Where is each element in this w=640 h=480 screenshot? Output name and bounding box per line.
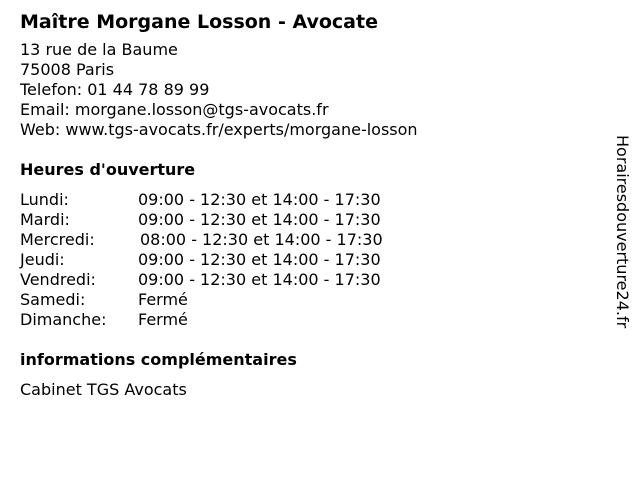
hours-day-label: Jeudi: [20,250,65,269]
web-line: Web: www.tgs-avocats.fr/experts/morgane-losson [20,120,418,139]
hours-time-value: 09:00 - 12:30 et 14:00 - 17:30 [138,250,381,269]
hours-time-value: 09:00 - 12:30 et 14:00 - 17:30 [138,210,381,229]
hours-day-label: Lundi: [20,190,69,209]
page-title: Maître Morgane Losson - Avocate [20,11,378,33]
hours-time-value: Fermé [138,290,188,309]
hours-row-monday [20,190,600,210]
info-text: Cabinet TGS Avocats [20,380,187,399]
hours-time-value: Fermé [138,310,188,329]
hours-row-sunday [20,310,600,330]
hours-day-label: Mercredi: [20,230,95,249]
business-card [20,10,600,400]
hours-table [20,190,600,330]
info-heading: informations complémentaires [20,350,297,369]
hours-day-label: Mardi: [20,210,70,229]
hours-time-value: 08:00 - 12:30 et 14:00 - 17:30 [140,230,383,249]
side-watermark-label: Horairesdouverture24.fr [613,135,632,329]
hours-day-label: Vendredi: [20,270,96,289]
hours-row-thursday [20,250,600,270]
hours-time-value: 09:00 - 12:30 et 14:00 - 17:30 [138,190,381,209]
hours-day-label: Dimanche: [20,310,107,329]
hours-row-tuesday [20,210,600,230]
hours-day-label: Samedi: [20,290,86,309]
address-street: 13 rue de la Baume [20,40,178,59]
hours-heading: Heures d'ouverture [20,160,196,179]
hours-row-friday [20,270,600,290]
phone-line: Telefon: 01 44 78 89 99 [20,80,210,99]
hours-row-saturday [20,290,600,310]
hours-time-value: 09:00 - 12:30 et 14:00 - 17:30 [138,270,381,289]
email-line: Email: morgane.losson@tgs-avocats.fr [20,100,329,119]
hours-row-wednesday [20,230,600,250]
address-city: 75008 Paris [20,60,115,79]
